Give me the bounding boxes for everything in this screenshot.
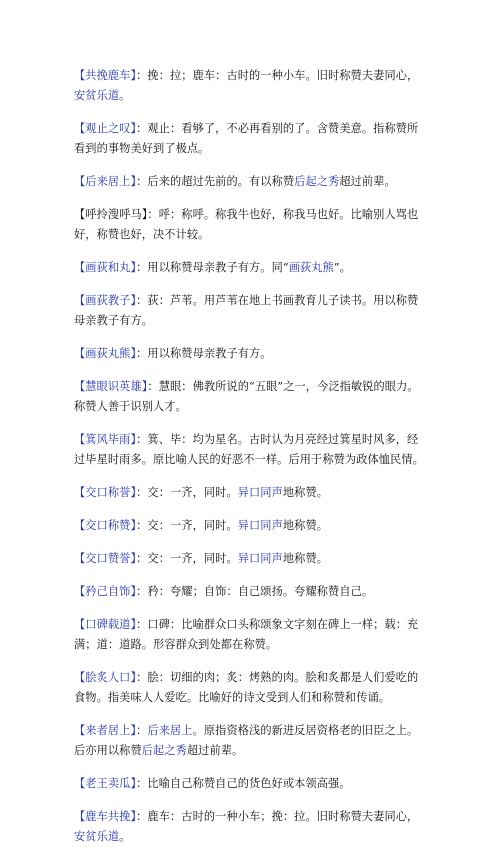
idiom-term: 【慧眼识英雄】	[74, 380, 148, 393]
idiom-term: 【画荻丸熊】	[74, 347, 137, 360]
idiom-entry	[74, 549, 426, 569]
idiom-entry	[74, 344, 426, 364]
idiom-definition: ：用以称赞母亲教子有方。同“	[136, 261, 289, 274]
idiom-entry	[74, 582, 426, 602]
idiom-entry	[74, 377, 426, 417]
idiom-link[interactable]: 异口同声	[237, 486, 283, 499]
idiom-entry	[74, 119, 426, 159]
idiom-definition: ”。	[333, 261, 351, 274]
idiom-entry	[74, 516, 426, 536]
idiom-definition: ：交：一齐，同时。	[136, 486, 238, 499]
idiom-definition: 。	[119, 830, 131, 843]
idiom-entry	[74, 258, 426, 278]
idiom-entry	[74, 615, 426, 655]
idiom-definition: 地称赞。	[282, 519, 329, 532]
idiom-link[interactable]: 安贫乐道	[74, 89, 120, 102]
idiom-entry	[74, 291, 426, 331]
idiom-entry	[74, 807, 426, 847]
idiom-term: 【观止之叹】	[74, 122, 137, 135]
idiom-term: 【鹿车共挽】	[74, 810, 137, 823]
idiom-term: 【共挽鹿车】	[74, 69, 137, 82]
idiom-definition: 。原指资格浅的新进反居资格老的旧臣之上。后亦用以称赞	[74, 724, 419, 757]
idiom-definition: 超过前辈。	[339, 175, 396, 188]
idiom-term: 【来者居上】	[74, 724, 137, 737]
idiom-entry	[74, 430, 426, 470]
idiom-term: 【后来居上】	[74, 175, 137, 188]
idiom-definition: ：交：一齐，同时。	[136, 519, 238, 532]
idiom-entry	[74, 668, 426, 708]
idiom-term: 【交口赞誉】	[74, 552, 137, 565]
entry-list	[74, 66, 426, 847]
idiom-definition: ：鹿车：古时的一种小车；挽：拉。旧时称赞夫妻同心，	[136, 810, 419, 823]
idiom-link[interactable]: 异口同声	[237, 519, 283, 532]
idiom-entry	[74, 774, 426, 794]
idiom-definition: 超过前辈。	[186, 744, 244, 757]
idiom-term: 【口碑载道】	[74, 618, 137, 631]
idiom-definition: ：脍：切细的肉；炙：烤熟的肉。脍和炙都是人们爱吃的食物。指美味人人爱吃。比喻好的诗文受到人们和称赞和传诵。	[74, 671, 419, 704]
idiom-definition: ：箕、毕：均为星名。古时认为月亮经过箕星时风多，经过毕星时雨多。原比喻人民的好恶不一样。后用于称赞为政体恤民情。	[74, 433, 424, 466]
idiom-link[interactable]: 后来居上	[147, 724, 193, 737]
idiom-term: 【箕风毕雨】	[74, 433, 137, 446]
idiom-definition: ：口碑：比喻群众口头称颂象文字刻在碑上一样；载：充满；道：道路。形容群众到处都在称赞。	[74, 618, 419, 651]
idiom-definition: ：比喻自己称赞自己的货色好或本领高强。	[136, 777, 351, 790]
idiom-link[interactable]: 异口同声	[237, 552, 283, 565]
idiom-definition: ：矜：夸耀；自饰：自己颂扬。夸耀称赞自己。	[136, 585, 374, 598]
idiom-link[interactable]: 画荻丸熊	[288, 261, 334, 274]
idiom-definition: 【呼拎溲呼马】：呼：称呼。称我牛也好，称我马也好。比喻别人骂也好，称赞也好，决不计较。	[74, 208, 419, 241]
idiom-entry	[74, 172, 426, 192]
idiom-term: 【矜己自饰】	[74, 585, 137, 598]
idiom-definition: 地称赞。	[282, 552, 329, 565]
idiom-definition: 。	[119, 89, 131, 102]
idiom-definition: ：	[136, 724, 148, 737]
idiom-entry	[74, 66, 426, 106]
idiom-definition: ：慧眼：佛教所说的“五眼”之一，今泛指敏锐的眼力。称赞人善于识别人才。	[74, 380, 419, 413]
idiom-definition: 地称赞。	[282, 486, 329, 499]
idiom-entry	[74, 721, 426, 761]
idiom-term: 【交口称赞】	[74, 519, 137, 532]
idiom-link[interactable]: 后起之秀	[141, 744, 187, 757]
idiom-definition: ：观止：看够了，不必再看别的了。含赞美意。指称赞所看到的事物美好到了极点。	[74, 122, 419, 155]
idiom-entry	[74, 483, 426, 503]
idiom-term: 【老王卖瓜】	[74, 777, 137, 790]
idiom-definition: ：荻：芦苇。用芦苇在地上书画教育儿子读书。用以称赞母亲教子有方。	[74, 294, 419, 327]
idiom-link[interactable]: 后起之秀	[294, 175, 340, 188]
idiom-term: 【画荻教子】	[74, 294, 137, 307]
idiom-definition: ：后来的超过先前的。有以称赞	[136, 175, 295, 188]
idiom-definition: ：用以称赞母亲教子有方。	[136, 347, 272, 360]
idiom-term: 【交口称誉】	[74, 486, 137, 499]
idiom-term: 【脍炙人口】	[74, 671, 137, 684]
idiom-term: 【画荻和丸】	[74, 261, 137, 274]
idiom-entry	[74, 205, 426, 245]
idiom-link[interactable]: 安贫乐道	[74, 830, 120, 843]
idiom-definition: ：挽：拉；鹿车：古时的一种小车。旧时称赞夫妻同心，	[136, 69, 419, 82]
idiom-definition: ：交：一齐，同时。	[136, 552, 238, 565]
